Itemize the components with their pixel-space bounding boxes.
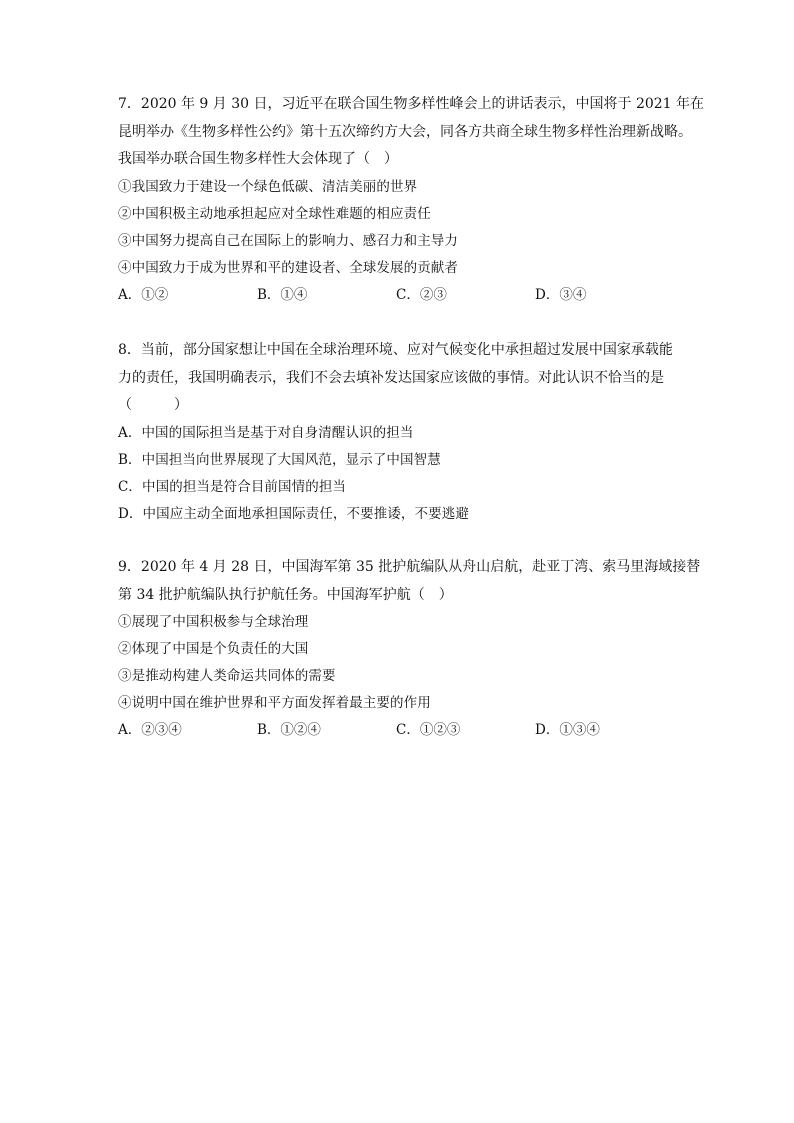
option-c: C．中国的担当是符合目前国情的担当 [118, 478, 347, 495]
question-stem-line: 我国举办联合国生物多样性大会体现了（ ） [118, 151, 398, 167]
question-9 [118, 554, 701, 744]
statement-item: ②中国积极主动地承担起应对全球性难题的相应责任 [118, 205, 431, 222]
question-stem-line: （ ） [118, 397, 188, 413]
statement-item: ①展现了中国积极参与全球治理 [118, 614, 309, 630]
choice-b: B．①④ [257, 286, 308, 303]
choice-a: A．①② [118, 286, 169, 303]
statement-item: ③是推动构建人类命运共同体的需要 [118, 668, 336, 684]
statement-item: ①我国致力于建设一个绿色低碳、清洁美丽的世界 [118, 178, 418, 195]
statement-item: ②体现了中国是个负责任的大国 [118, 641, 309, 657]
question-7 [118, 91, 705, 309]
question-stem-line: 7．2020 年 9 月 30 日，习近平在联合国生物多样性峰会上的讲话表示，中国将于 2021 年在 [118, 96, 705, 112]
choice-d: D．③④ [535, 286, 587, 303]
choice-a: A．②③④ [118, 722, 182, 738]
choice-d: D．①③④ [535, 722, 600, 738]
question-8 [118, 337, 678, 528]
question-stem-line: 9．2020 年 4 月 28 日，中国海军第 35 批护航编队从舟山启航，赴亚丁湾、索马里海域接替 [118, 559, 701, 575]
statement-item: ③中国努力提高自己在国际上的影响力、感召力和主导力 [118, 232, 458, 249]
statement-item: ④说明中国在维护世界和平方面发挥着最主要的作用 [118, 695, 431, 711]
question-stem-line: 昆明举办《生物多样性公约》第十五次缔约方大会，同各方共商全球生物多样性治理新战略。 [118, 123, 692, 140]
option-d: D．中国应主动全面地承担国际责任，不要推诿，不要逃避 [118, 505, 469, 522]
question-stem-line: 力的责任，我国明确表示，我们不会去填补发达国家应该做的事情。对此认识不恰当的是 [118, 369, 664, 386]
statement-item: ④中国致力于成为世界和平的建设者、全球发展的贡献者 [118, 259, 458, 276]
answer-choices [118, 282, 678, 309]
choice-c: C．①②③ [396, 722, 461, 738]
choice-c: C．②③ [396, 286, 447, 303]
option-a: A．中国的国际担当是基于对自身清醒认识的担当 [118, 424, 414, 441]
question-stem-line: 8．当前，部分国家想让中国在全球治理环境、应对气候变化中承担超过发展中国家承载能 [118, 342, 673, 358]
question-stem-line: 第 34 批护航编队执行护航任务。中国海军护航（ ） [118, 586, 453, 603]
choice-b: B．①②④ [257, 722, 321, 738]
answer-choices [118, 717, 678, 744]
option-b: B．中国担当向世界展现了大国风范，显示了中国智慧 [118, 451, 441, 468]
